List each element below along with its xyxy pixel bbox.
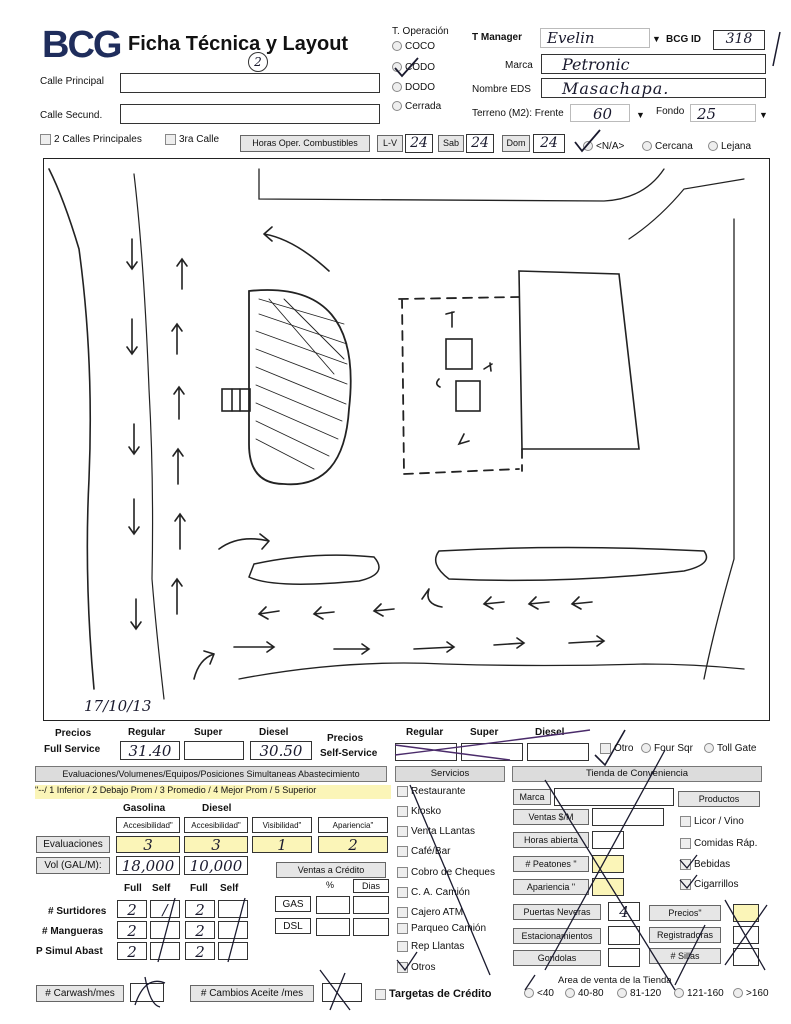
gas-dias-field[interactable] xyxy=(353,896,389,914)
gas-pct-field[interactable] xyxy=(316,896,350,914)
t-op-codo[interactable]: CODO xyxy=(392,62,435,73)
tienda-horas-button[interactable]: Horas abierta xyxy=(513,832,589,848)
calle-secund-field[interactable] xyxy=(120,104,380,124)
third-calle-checkbox[interactable]: 3ra Calle xyxy=(165,134,219,145)
tienda-precios-button[interactable]: Precios" xyxy=(649,905,721,921)
calle-principal-label: Calle Principal xyxy=(40,76,104,87)
simul-full-dsl[interactable]: 2 xyxy=(185,942,215,960)
servicio-parqueo-camion[interactable]: Parqueo Camión xyxy=(397,923,486,934)
visibilidad-header: Visibilidad" xyxy=(252,817,312,833)
t-op-dodo[interactable]: DODO xyxy=(392,82,435,93)
four-sqr-option[interactable]: Four Sqr xyxy=(641,743,693,754)
servicio-rep-llantas[interactable]: Rep Llantas xyxy=(397,941,464,952)
tienda-header: Tienda de Conveniencia xyxy=(512,766,762,782)
area-81-120[interactable]: 81-120 xyxy=(617,988,661,999)
lv-label: L-V xyxy=(377,135,403,152)
productos-button[interactable]: Productos xyxy=(678,791,760,807)
t-op-cerrada[interactable]: Cerrada xyxy=(392,101,441,112)
servicio-kiosko[interactable]: Kiosko xyxy=(397,806,441,817)
mangueras-label: # Mangueras xyxy=(42,926,104,937)
diesel-eval-label: Diesel xyxy=(202,803,232,814)
proximity-na[interactable]: <N/A> xyxy=(583,141,624,152)
evaluaciones-button[interactable]: Evaluaciones xyxy=(36,836,110,853)
tienda-ventas-button[interactable]: Ventas $/M xyxy=(513,809,589,825)
apariencia-header: Apariencia" xyxy=(318,817,388,833)
t-manager-dropdown-icon[interactable]: ▼ xyxy=(652,34,661,44)
nombre-eds-label: Nombre EDS xyxy=(472,84,531,95)
tienda-gondolas-button[interactable]: Gondolas xyxy=(513,950,601,966)
bcg-id-label: BCG ID xyxy=(666,34,701,45)
servicio-otros[interactable]: Otros xyxy=(397,962,435,973)
producto-comidas-rap[interactable]: Comidas Ráp. xyxy=(680,838,757,849)
tienda-strikes xyxy=(505,720,775,1010)
area-gt160[interactable]: >160 xyxy=(733,988,769,999)
surtidores-label: # Surtidores xyxy=(48,906,107,917)
tienda-marca-button[interactable]: Marca xyxy=(513,789,551,805)
servicio-cafe-bar[interactable]: Café/Bar xyxy=(397,846,450,857)
lv-field[interactable]: 24 xyxy=(405,134,433,153)
surtidores-full-dsl[interactable]: 2 xyxy=(185,900,215,918)
full-col-diesel: Diesel xyxy=(259,727,289,738)
area-121-160[interactable]: 121-160 xyxy=(674,988,724,999)
terreno-label: Terreno (M2): Frente xyxy=(472,108,564,119)
eval-visibilidad[interactable]: 1 xyxy=(252,836,312,853)
nombre-eds-field[interactable]: Masachapa. xyxy=(541,78,766,98)
fondo-label: Fondo xyxy=(656,106,685,117)
full-label-dsl: Full xyxy=(190,883,208,894)
self-col-super: Super xyxy=(470,727,499,738)
fondo-field[interactable]: 25 xyxy=(690,104,756,122)
bottom-strikes xyxy=(125,965,385,1015)
evaluaciones-scale: "--/ 1 Inferior / 2 Debajo Prom / 3 Promedio / 4 Mejor Prom / 5 Superior xyxy=(35,785,391,799)
precios-full-label-2: Full Service xyxy=(44,744,101,755)
self-column-strike xyxy=(150,896,250,966)
bcg-id-field[interactable]: 318 xyxy=(713,30,765,50)
eval-apariencia[interactable]: 2 xyxy=(318,836,388,853)
calle-principal-field[interactable] xyxy=(120,73,380,93)
servicios-header: Servicios xyxy=(395,766,505,782)
fondo-dropdown-icon[interactable]: ▼ xyxy=(759,110,768,120)
pct-label: % xyxy=(326,880,335,890)
surtidores-full-gas[interactable]: 2 xyxy=(117,900,147,918)
self-col-diesel: Diesel xyxy=(535,727,565,738)
dsl-pct-field[interactable] xyxy=(316,918,350,936)
t-op-coco[interactable]: COCO xyxy=(392,41,435,52)
servicio-cobro-cheques[interactable]: Cobro de Cheques xyxy=(397,867,495,878)
full-super-field[interactable] xyxy=(184,741,244,760)
registradoras-button[interactable]: Registradoras xyxy=(649,927,721,943)
producto-bebidas[interactable]: Bebidas xyxy=(680,859,730,870)
servicio-cajero-atm[interactable]: Cajero ATM xyxy=(397,907,463,918)
layout-sketch-area xyxy=(43,158,770,721)
precios-full-label-1: Precios xyxy=(55,728,92,739)
mangueras-full-dsl[interactable]: 2 xyxy=(185,921,215,939)
ventas-credito-button[interactable]: Ventas a Crédito xyxy=(276,862,386,878)
marca-label: Marca xyxy=(505,60,533,71)
sketch-date: 17/10/13 xyxy=(84,697,152,715)
full-diesel-field[interactable]: 30.50 xyxy=(250,741,312,760)
evaluaciones-header: Evaluaciones/Volumenes/Equipos/Posiciones Simultaneas Abastecimiento xyxy=(35,766,387,782)
producto-cigarrillos[interactable]: Cigarrillos xyxy=(680,879,738,890)
toll-gate-option[interactable]: Toll Gate xyxy=(704,743,756,754)
gas-label: GAS xyxy=(275,896,311,912)
eval-accesibilidad-dsl[interactable]: 3 xyxy=(184,836,248,853)
vol-gasolina-field[interactable]: 18,000 xyxy=(116,856,180,875)
simul-label: P Simul Abast xyxy=(36,946,103,957)
vol-button[interactable]: Vol (GAL/M): xyxy=(36,857,110,874)
self-col-regular: Regular xyxy=(406,727,444,738)
eval-accesibilidad-gas[interactable]: 3 xyxy=(116,836,180,853)
frente-field[interactable]: 60 xyxy=(570,104,630,122)
area-lt40[interactable]: <40 xyxy=(524,988,554,999)
area-venta-label: Area de venta de la Tienda xyxy=(558,975,672,986)
calle-secund-label: Calle Secund. xyxy=(40,110,103,121)
tienda-puertas-button[interactable]: Puertas Neveras xyxy=(513,904,601,920)
sillas-button[interactable]: # Sillas xyxy=(649,948,721,964)
area-40-80[interactable]: 40-80 xyxy=(565,988,604,999)
full-col-super: Super xyxy=(194,727,223,738)
full-label-gas: Full xyxy=(124,883,142,894)
dom-field[interactable]: 24 xyxy=(533,134,565,153)
proximity-check-mark xyxy=(572,128,602,154)
page-mark: 2 xyxy=(248,52,268,72)
carwash-button[interactable]: # Carwash/mes xyxy=(36,985,124,1002)
servicio-venta-llantas[interactable]: Venta LLantas xyxy=(397,826,475,837)
otro-option[interactable]: Otro xyxy=(600,743,633,754)
bcg-logo: BCG xyxy=(42,24,121,66)
sab-label: Sab xyxy=(438,135,464,152)
sab-field[interactable]: 24 xyxy=(466,134,494,153)
tienda-estacionamientos-button[interactable]: Estacionamientos xyxy=(513,928,601,944)
marca-field[interactable]: Petronic xyxy=(541,54,766,74)
codo-check-mark xyxy=(392,56,422,80)
self-label-dsl: Self xyxy=(220,883,239,894)
cambios-aceite-button[interactable]: # Cambios Aceite /mes xyxy=(190,985,314,1002)
dias-label: Dias xyxy=(353,879,389,893)
dsl-dias-field[interactable] xyxy=(353,918,389,936)
precios-self-label-2: Self-Service xyxy=(320,748,378,759)
tienda-puertas-field[interactable]: 4 xyxy=(608,902,640,921)
full-col-regular: Regular xyxy=(128,727,166,738)
dsl-label: DSL xyxy=(275,918,311,934)
t-manager-field[interactable]: Evelin xyxy=(540,28,650,48)
surtidores-self-gas[interactable]: / xyxy=(150,900,180,918)
producto-licor-vino[interactable]: Licor / Vino xyxy=(680,816,744,827)
horas-oper-button[interactable]: Horas Oper. Combustibles xyxy=(240,135,370,152)
precios-self-label-1: Precios xyxy=(327,733,364,744)
tienda-peatones-button[interactable]: # Peatones " xyxy=(513,856,589,872)
servicios-strike xyxy=(395,780,515,980)
tienda-apariencia-button[interactable]: Apariencia " xyxy=(513,879,589,895)
dom-label: Dom xyxy=(502,135,530,152)
self-label-gas: Self xyxy=(152,883,171,894)
t-operacion-label: T. Operación xyxy=(392,26,449,37)
two-calles-checkbox[interactable]: 2 Calles Principales xyxy=(40,134,142,145)
layout-sketch xyxy=(44,159,770,721)
gasolina-label: Gasolina xyxy=(123,803,166,814)
full-regular-field[interactable]: 31.40 xyxy=(120,741,180,760)
simul-full-gas[interactable]: 2 xyxy=(117,942,147,960)
page-title: Ficha Técnica y Layout xyxy=(128,33,349,55)
servicio-ca-camion[interactable]: C. A. Camión xyxy=(397,887,470,898)
accesibilidad-dsl-header: Accesibilidad" xyxy=(184,817,248,833)
servicio-restaurante[interactable]: Restaurante xyxy=(397,786,465,797)
proximity-cercana[interactable]: Cercana xyxy=(642,141,693,152)
tarjetas-credito-checkbox[interactable]: Targetas de Crédito xyxy=(375,988,492,1000)
frente-dropdown-icon[interactable]: ▼ xyxy=(636,110,645,120)
vol-diesel-field[interactable]: 10,000 xyxy=(184,856,248,875)
accesibilidad-gas-header: Accesibilidad" xyxy=(116,817,180,833)
corner-pen-mark xyxy=(770,30,784,70)
t-manager-label: T Manager xyxy=(472,32,523,43)
proximity-lejana[interactable]: Lejana xyxy=(708,141,751,152)
mangueras-full-gas[interactable]: 2 xyxy=(117,921,147,939)
